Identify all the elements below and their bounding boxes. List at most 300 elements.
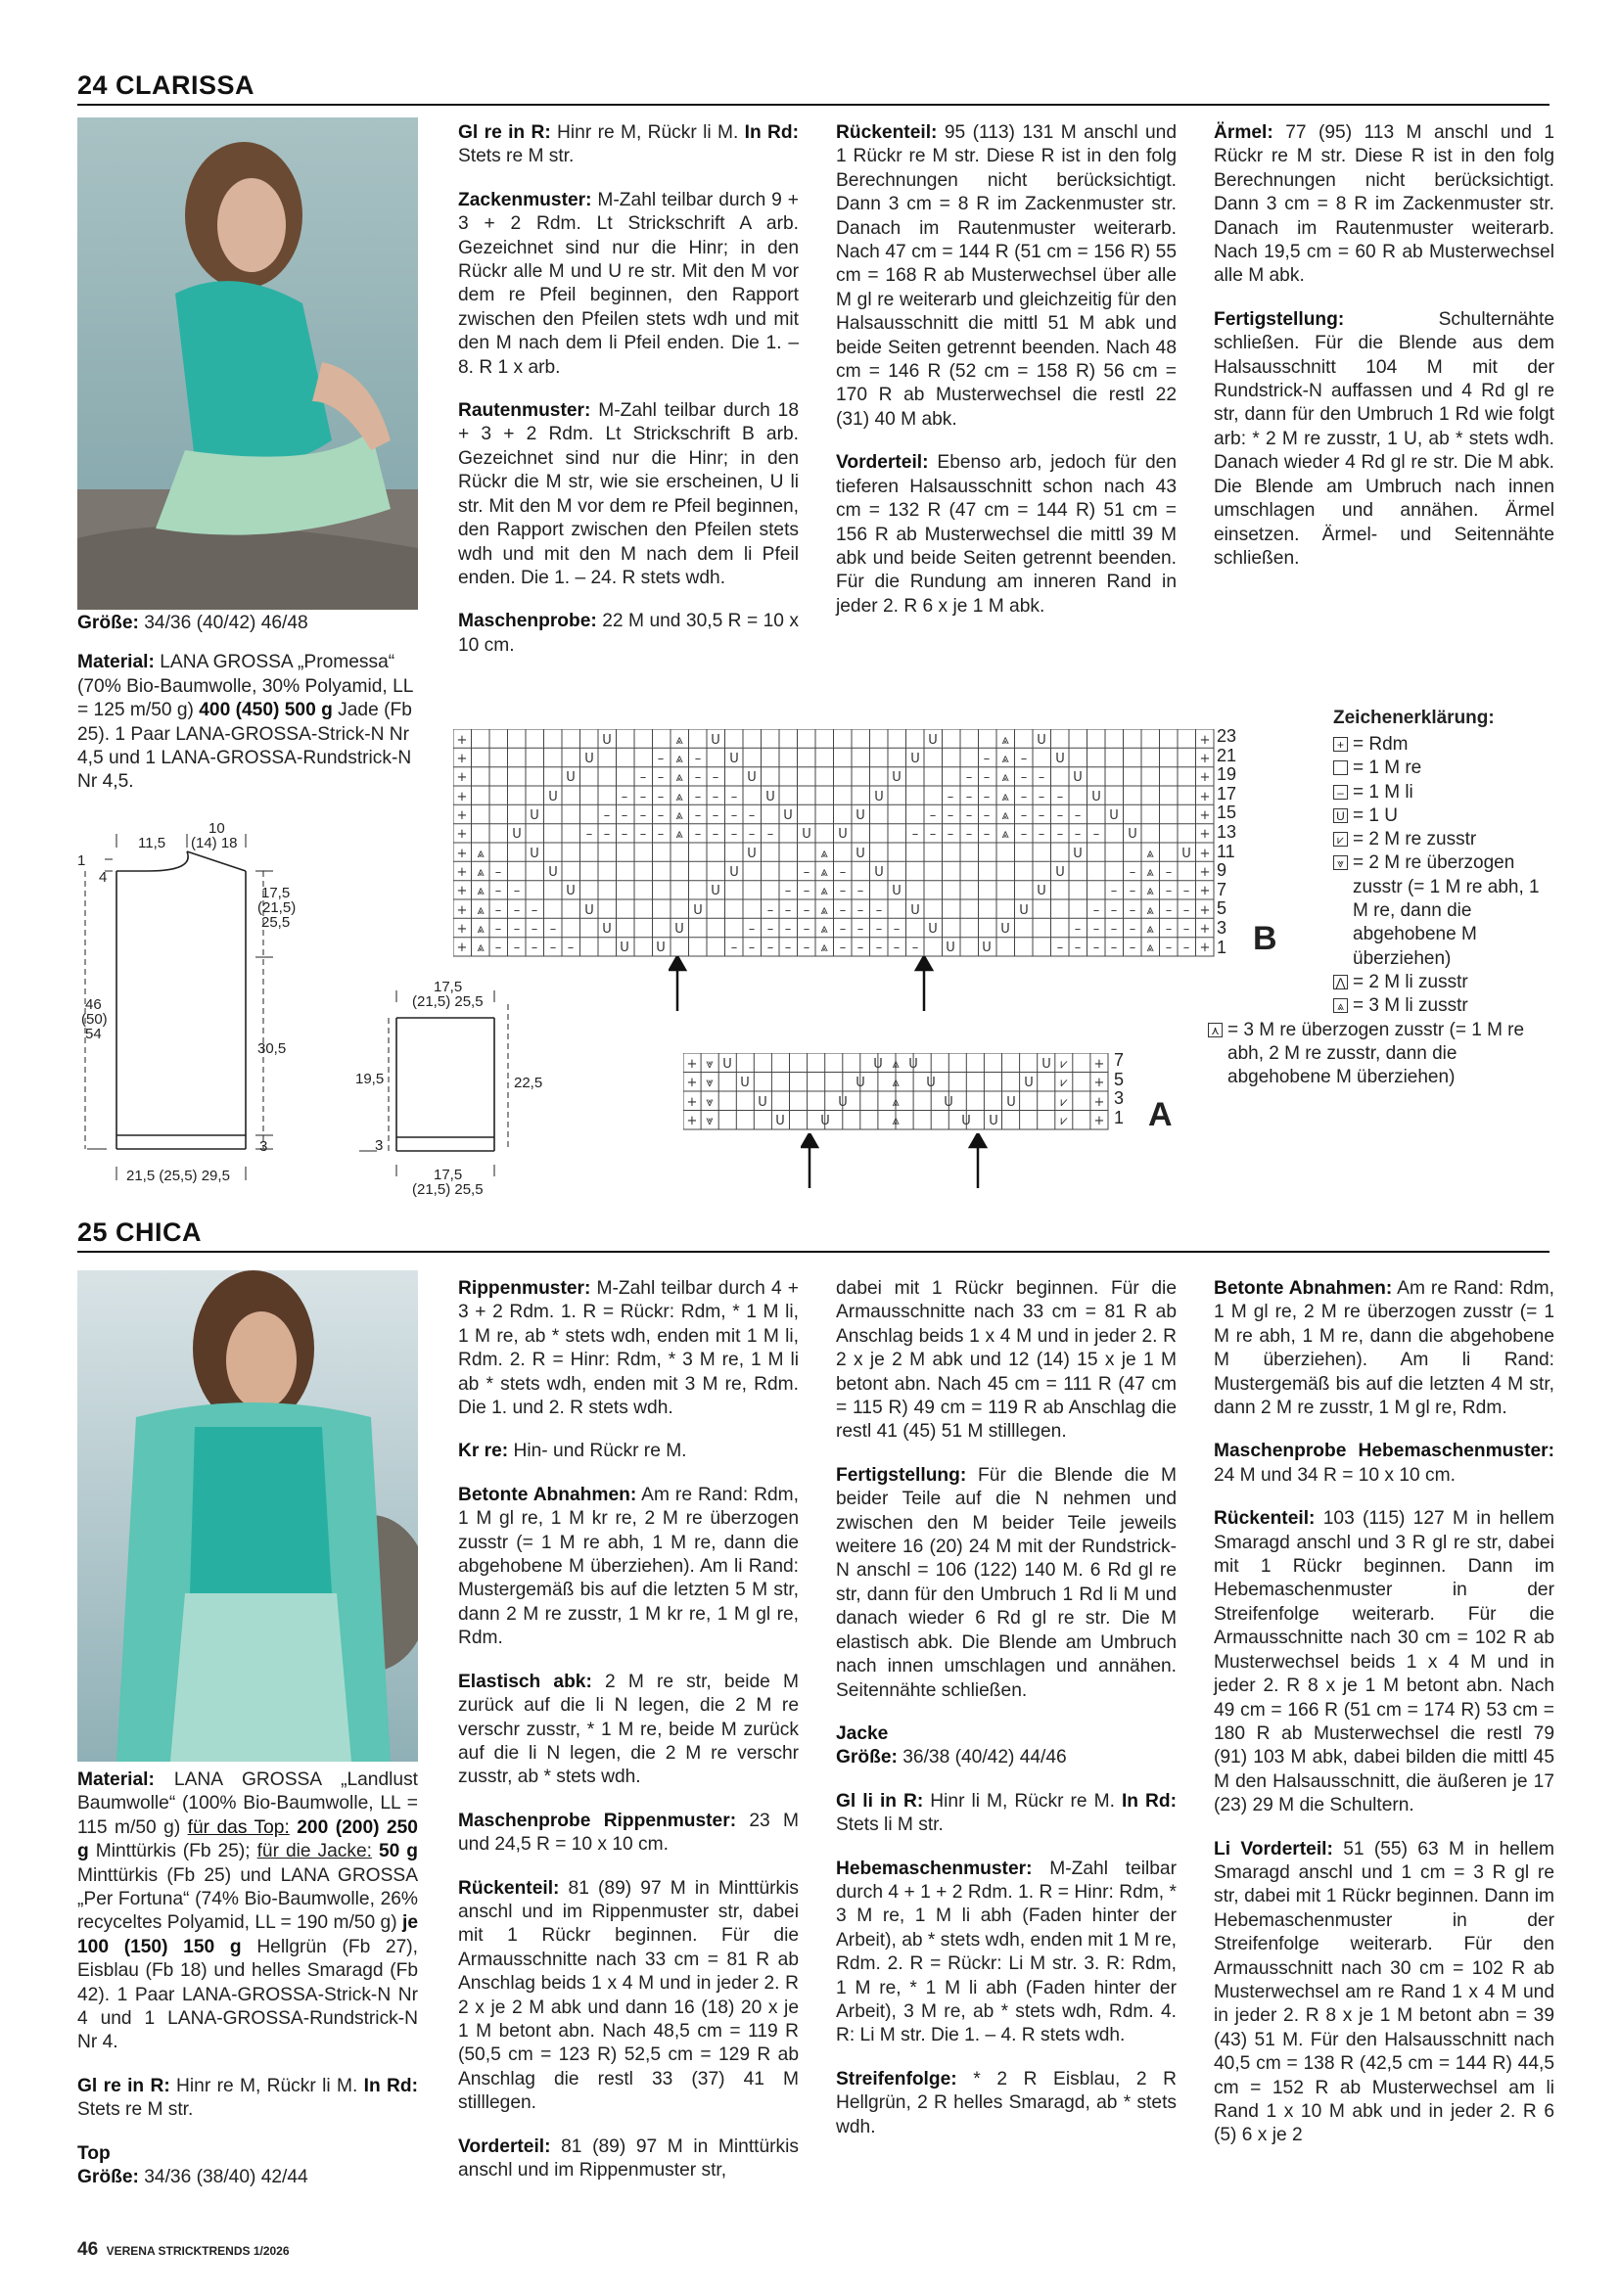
svg-text:–: – [1038,827,1045,842]
svg-text:–: – [694,752,702,766]
svg-text:U: U [747,847,757,861]
svg-text:–: – [803,922,810,937]
svg-text:+: + [1199,770,1211,785]
svg-text:⩓: ⩓ [892,1076,900,1090]
svg-text:⩗: ⩗ [1060,1114,1068,1128]
svg-text:⩓: ⩓ [820,903,828,918]
svg-text:–: – [1182,903,1190,918]
svg-text:–: – [1165,903,1173,918]
k2tog-icon: ⩗ [1333,832,1348,847]
svg-text:–: – [875,903,883,918]
svg-text:–: – [603,827,611,842]
svg-text:⩓: ⩓ [675,752,683,766]
p3tog-icon: ⩓ [1333,998,1348,1013]
svg-text:U: U [1024,1076,1034,1090]
svg-text:–: – [730,941,738,955]
svg-text:–: – [1038,770,1045,785]
hebe-label: Hebemaschenmuster: [836,1858,1033,1879]
svg-text:–: – [657,790,665,804]
svg-text:U: U [856,808,865,823]
svg-text:⩓: ⩓ [1001,733,1009,748]
legend-item [1333,733,1560,757]
svg-text:U: U [602,733,612,748]
svg-text:+: + [456,865,468,880]
row-17: 17 [1217,783,1237,804]
svg-text:⩓: ⩓ [820,884,828,898]
svg-text:–: – [893,922,901,937]
svg-text:–: – [1092,941,1100,955]
probe-hebe-text: 24 M und 34 R = 10 x 10 cm. [1214,1464,1456,1486]
svg-text:–: – [1165,922,1173,937]
row-5: 5 [1217,898,1227,919]
chica-material-label: Material: [77,1769,155,1790]
svg-text:⩗: ⩗ [1060,1076,1068,1090]
svg-text:⩓: ⩓ [477,884,485,898]
svg-text:⩓: ⩓ [1146,903,1154,918]
sleeve-dim-left: 19,5 [355,1071,385,1087]
svg-text:–: – [657,770,665,785]
svg-text:U: U [892,884,902,898]
svg-text:–: – [911,827,919,842]
svg-text:–: – [875,922,883,937]
svg-text:+: + [1199,847,1211,861]
svg-text:+: + [1199,752,1211,766]
svg-text:–: – [567,941,575,955]
clarissa-col2 [458,121,799,677]
svg-text:U: U [944,1095,953,1110]
svg-text:⩓: ⩓ [892,1095,900,1110]
svg-text:–: – [965,790,973,804]
svg-text:–: – [1182,941,1190,955]
chica-top-size-label: Größe: [77,2167,139,2188]
elastisch-label: Elastisch abk: [458,1671,592,1692]
row-a-3: 3 [1114,1088,1125,1109]
svg-text:⩔: ⩔ [706,1076,714,1090]
chica-top-rest: Minttürkis (Fb 25); [88,1841,257,1862]
svg-text:–: – [748,808,756,823]
aermel-text: 77 (95) 113 M anschl und 1 Rückr re M str. Diese R ist in den folg Berechnungen nicht berücksichtigt. Dann 3 cm = 8 R im Zackenmuster str. Danach im Rautenmuster weiterarb. Nach 19,5 cm = 60 R ab Musterwechsel alle M abk. [1214,122,1554,287]
svg-text:–: – [839,903,847,918]
chart-a-letter: A [1148,1096,1173,1133]
svg-text:–: – [839,922,847,937]
svg-text:U: U [584,752,594,766]
probe-rippen-label: Maschenprobe Rippenmuster: [458,1810,737,1831]
krre-text: Hin- und Rückr re M. [508,1441,687,1462]
chica-glre-text: Hinr re M, Rückr li M. [169,2075,364,2096]
svg-text:U: U [874,790,884,804]
krre-label: Kr re: [458,1441,509,1462]
legend-text: = 1 M re [1353,758,1422,779]
svg-text:–: – [784,922,792,937]
svg-text:–: – [494,865,502,880]
svg-text:–: – [1056,941,1064,955]
svg-text:⩓: ⩓ [477,941,485,955]
svg-text:⩓: ⩓ [820,922,828,937]
dim-armhole-1: 17,5 [261,885,291,901]
svg-text:U: U [530,808,539,823]
svg-text:–: – [839,884,847,898]
svg-text:–: – [657,808,665,823]
svg-text:–: – [513,922,521,937]
svg-text:+: + [456,808,468,823]
dim-shoulder-width: (14) 18 [191,835,238,851]
row-3: 3 [1217,917,1227,938]
svg-text:U: U [711,733,720,748]
svg-text:–: – [639,790,647,804]
ruecken-text: 95 (113) 131 M anschl und 1 Rückr re M str. Diese R ist in den folg Berechnungen nicht berücksichtigt. Dann 3 cm = 8 R im Zackenmuster str. Danach im Rautenmuster weiterarb. Nach 47 cm = 144 R (51 cm = 156 R) 55 cm = 168 R ab Musterwechsel über alle M gl re weiterarb und gleichzeitig für den Halsausschnitt die mittl 51 M abk und beide Seiten getrennt beenden. Nach 48 cm = 146 R (52 cm = 158 R) 56 cm = 170 R ab Musterwechsel die restl 22 (31) 40 M abk. [836,122,1177,430]
legend-text: = Rdm [1353,734,1409,755]
svg-text:–: – [694,808,702,823]
svg-text:+: + [1199,865,1211,880]
magazine-name: VERENA STRICKTRENDS 1/2026 [106,2244,290,2258]
svg-text:–: – [1110,884,1118,898]
chica-glre-label: Gl re in R: [77,2075,170,2096]
svg-text:U: U [530,847,539,861]
p2tog-icon: ⋀ [1333,975,1348,989]
svg-text:–: – [1110,941,1118,955]
svg-text:U: U [1006,1095,1016,1110]
svg-text:+: + [1199,941,1211,955]
svg-text:–: – [1056,808,1064,823]
betonte-label: Betonte Abnahmen: [458,1484,637,1505]
row-a-5: 5 [1114,1069,1125,1089]
svg-text:–: – [748,941,756,955]
rauten-label: Rautenmuster: [458,400,591,422]
svg-text:–: – [766,903,774,918]
svg-text:–: – [1182,922,1190,937]
svg-text:+: + [686,1114,698,1128]
svg-text:+: + [1093,1076,1105,1090]
material-rest: Jade (Fb 25). 1 Paar LANA-GROSSA-Strick-N Nr 4,5 und 1 LANA-GROSSA-Rundstrick-N Nr 4,5. [77,700,412,793]
svg-text:+: + [456,790,468,804]
svg-text:+: + [456,922,468,937]
svg-text:–: – [730,827,738,842]
svg-text:–: – [621,790,628,804]
svg-text:–: – [893,941,901,955]
chica-jacke-rest: Minttürkis (Fb 25) und LANA GROSSA „Per Fortuna“ (74% Bio-Baumwolle, 26% recyceltes Polyamid, LL = 190 m/50 g) [77,1864,418,1934]
legend [1208,708,1560,1089]
chica-top-amount: 200 (200) 250 g [77,1816,418,1862]
maschenprobe-label: Maschenprobe: [458,611,597,632]
svg-text:⩓: ⩓ [1001,827,1009,842]
jacke-betonte-text: Am re Rand: Rdm, 1 M gl re, 2 M re überzogen zusstr (= 1 M re abh, 1 M re, dann die abgehobene M überziehen). Am li Rand: Mustergemäß bis auf die letzten 4 M str, dann 2 M re zusstr, 1 M gl re, Rdm. [1214,1278,1554,1419]
sleeve-dim-bottom2: (21,5) 25,5 [412,1181,484,1198]
size-label: Größe: [77,613,139,633]
dim-neck-half: 11,5 [138,835,166,851]
svg-text:–: – [803,903,810,918]
svg-text:⩔: ⩔ [706,1095,714,1110]
page-number: 46 [77,2239,99,2260]
chica-jacke-rest2: Hellgrün (Fb 27), Eisblau (Fb 18) und helles Smaragd (Fb 42). 1 Paar LANA-GROSSA-Strick-N Nr 4 und 1 LANA-GROSSA-Rundstrick-N Nr 4. [77,1936,418,2053]
chart-b [453,726,1285,1013]
clarissa-col1 [77,612,418,814]
zacken-text: M-Zahl teilbar durch 9 + 3 + 2 Rdm. Lt Strickschrift A arb. Gezeichnet sind nur die Hinr; in den Rückr alle M und U re str. Mit den M vor dem re Pfeil beginnen, den Rapport zwischen den Pfeilen stets wdh und mit den M nach dem li Pfeil enden. Die 1. – 8. R 1 x arb. [458,189,799,378]
svg-text:–: – [748,827,756,842]
svg-text:–: – [1165,865,1173,880]
sleeve-dim-right: 22,5 [514,1075,543,1091]
svg-text:U: U [908,1057,918,1072]
size-value: 34/36 (40/42) 46/48 [138,613,308,633]
glre-label: Gl re in R: [458,122,551,143]
section2-rule [77,1251,1550,1253]
svg-text:U: U [584,903,594,918]
svg-text:–: – [748,922,756,937]
dim-hem: 3 [259,1138,268,1155]
vorder-text: Ebenso arb, jedoch für den tieferen Halsausschnitt schon nach 43 cm = 132 R (47 cm = 144 R) 51 cm = 156 R ab Musterwechsel die mittl 39 M abk und beide Seiten getrennt beenden. Für die Rundung am inneren Rand in jeder 2. R 6 x je 1 M abk. [836,452,1177,617]
sleeve-dim-top1: 17,5 [434,979,463,995]
svg-text:U: U [838,1095,848,1110]
svg-text:+: + [456,941,468,955]
purl-icon: – [1333,785,1348,800]
svg-text:–: – [803,941,810,955]
svg-text:–: – [983,827,991,842]
svg-text:–: – [784,903,792,918]
legend-title: Zeichenerklärung: [1333,708,1495,728]
maschenprobe-text: 22 M und 30,5 R = 10 x 10 cm. [458,611,799,656]
chica-top-heading: Top [77,2142,111,2164]
svg-text:U: U [758,1095,767,1110]
svg-text:⩔: ⩔ [706,1057,714,1072]
legend-text: = 3 M re überzogen zusstr (= 1 M re abh, 2 M re zusstr, dann die abgehobene M überziehen) [1227,1019,1525,1088]
svg-text:U: U [892,770,902,785]
svg-text:–: – [639,808,647,823]
svg-text:–: – [839,941,847,955]
svg-text:U: U [711,884,720,898]
svg-text:–: – [531,903,538,918]
legend-text: = 2 M re überzogen zusstr (= 1 M re abh, 1 M re, dann die abgehobene M überziehen) [1353,852,1540,969]
svg-text:U: U [566,884,576,898]
svg-text:U: U [765,790,775,804]
svg-text:–: – [1129,922,1136,937]
legend-text: = 2 M re zusstr [1353,829,1477,850]
svg-text:–: – [1074,922,1082,937]
svg-text:–: – [1129,865,1136,880]
vorder-label: Vorderteil: [836,452,929,474]
glli-label2: In Rd: [1121,1790,1177,1812]
svg-text:–: – [947,808,954,823]
rdm-icon: + [1333,737,1348,752]
svg-text:–: – [494,903,502,918]
svg-text:–: – [712,770,719,785]
svg-text:U: U [1073,770,1083,785]
svg-text:U: U [856,1076,865,1090]
dim-armhole-3: 25,5 [261,914,291,931]
svg-text:U: U [856,847,865,861]
svg-text:–: – [965,808,973,823]
svg-text:–: – [1074,941,1082,955]
svg-text:–: – [875,941,883,955]
svg-text:–: – [494,941,502,955]
svg-text:+: + [456,827,468,842]
dim-length-1: 46 [85,996,102,1013]
chica-top-label: für das Top: [187,1816,290,1838]
chart-b-letter: B [1253,920,1277,957]
aermel-label: Ärmel: [1214,122,1273,143]
svg-text:–: – [911,941,919,955]
svg-text:–: – [694,790,702,804]
svg-text:U: U [783,808,793,823]
svg-text:U: U [1041,1057,1051,1072]
svg-text:U: U [1019,903,1029,918]
svg-text:⩓: ⩓ [675,808,683,823]
jacke-ruecken-label: Rückenteil: [1214,1508,1316,1530]
streifen-label: Streifenfolge: [836,2068,957,2089]
svg-text:U: U [961,1114,971,1128]
fertig-label: Fertigstellung: [1214,308,1345,330]
svg-text:–: – [513,884,521,898]
svg-text:–: – [803,884,810,898]
row-9: 9 [1217,860,1227,881]
svg-text:–: – [639,827,647,842]
dim-side: 30,5 [257,1040,287,1057]
svg-text:⩗: ⩗ [1060,1057,1068,1072]
sleeve-dim-bottom1: 17,5 [434,1167,463,1183]
row-a-7: 7 [1114,1050,1125,1070]
svg-text:–: – [1020,790,1028,804]
svg-text:U: U [802,827,811,842]
svg-text:U: U [946,941,955,955]
section1-title: 24 CLARISSA [77,70,255,100]
svg-text:U: U [548,790,558,804]
svg-text:–: – [621,808,628,823]
svg-text:U: U [1109,808,1119,823]
row-23: 23 [1217,726,1237,746]
svg-text:–: – [1038,790,1045,804]
svg-text:⩓: ⩓ [477,922,485,937]
svg-text:–: – [639,770,647,785]
glre-text: Hinr re M, Rückr li M. [550,122,745,143]
svg-text:–: – [513,903,521,918]
svg-text:–: – [766,827,774,842]
svg-text:+: + [1199,808,1211,823]
svg-text:U: U [729,865,739,880]
glli-text2: Stets li M str. [836,1814,944,1836]
svg-text:–: – [1020,808,1028,823]
svg-text:–: – [621,827,628,842]
chica-col3 [836,1277,1177,2159]
svg-text:–: – [730,808,738,823]
dim-width: 21,5 (25,5) 29,5 [126,1168,230,1184]
svg-text:U: U [910,903,920,918]
svg-text:–: – [531,922,538,937]
row-13: 13 [1217,821,1237,842]
material-text: LANA GROSSA „Promessa“ (70% Bio-Baumwolle, 30% Polyamid, LL = 125 m/50 g) [77,652,413,721]
top-vorder-cont: dabei mit 1 Rückr beginnen. Für die Armausschnitte nach 33 cm = 81 R ab Anschlag beids 1 x 4 M und in jeder 2. R 2 x je 2 M abk und 12 (14) 15 x je 1 M betont abn. Nach 45 cm = 111 R (47 cm = 115 R) 49 cm = 119 R ab Anschlag die restl 41 (45) 51 M stilllegen. [836,1278,1177,1443]
rauten-text: M-Zahl teilbar durch 18 + 3 + 2 Rdm. Lt Strickschrift B arb. Gezeichnet sind nur die Hinr; in den Rückr die M str, wie sie erscheinen, U li str. Mit den M vor dem re Pfeil beginnen, den Rapport zwischen den Pfeilen stets wdh und mit den M nach dem li Pfeil enden. Die 1. – 24. R stets wdh. [458,400,799,588]
clarissa-photo [77,117,418,610]
svg-text:U: U [926,1076,936,1090]
svg-text:U: U [838,827,848,842]
chica-col2 [458,1277,799,2202]
glre-label2: In Rd: [744,122,799,143]
sk2p-icon: ⋏ [1208,1023,1223,1037]
svg-text:U: U [1073,847,1083,861]
svg-text:–: – [1092,903,1100,918]
svg-text:–: – [549,922,557,937]
chica-photo [77,1270,418,1762]
svg-text:⩓: ⩓ [675,790,683,804]
svg-text:+: + [456,903,468,918]
svg-text:⩓: ⩓ [675,733,683,748]
chart-a-arrows [801,1133,1094,1192]
svg-text:–: – [531,941,538,955]
svg-text:–: – [965,770,973,785]
svg-text:⩗: ⩗ [1060,1095,1068,1110]
svg-text:+: + [1093,1057,1105,1072]
svg-text:–: – [1182,884,1190,898]
svg-text:U: U [674,922,684,937]
svg-text:+: + [1199,922,1211,937]
jacke-betonte-label: Betonte Abnahmen: [1214,1278,1393,1299]
top-vorder-text: 81 (89) 97 M in Minttürkis anschl und im Rippenmuster str, [458,2135,799,2181]
svg-text:U: U [620,941,629,955]
svg-text:–: – [983,808,991,823]
li-vorder-text: 51 (55) 63 M in hellem Smaragd anschl und 1 cm = 3 R gl re str, dabei mit 1 Rückr beginnen. Dann im Hebemaschenmuster in der Streifenfolge weiterarb. Für den Armausschnitt nach 30 cm = 102 R ab Musterwechsel am re Rand 1 x 4 M und in jeder 2. R 8 x je 1 M betont abn = 39 (43) 51 M. Für den Halsausschnitt nach 40,5 cm = 138 R (42,5 cm = 144 R) 44,5 cm = 152 R ab Musterwechsel am li Rand 1 x 10 M abk und in jeder 2. R 6 (5) 6 x je 2 [1214,1838,1555,2146]
svg-text:–: – [947,790,954,804]
svg-text:⩓: ⩓ [477,865,485,880]
svg-text:⩓: ⩓ [1146,884,1154,898]
svg-text:U: U [512,827,522,842]
svg-text:U: U [566,770,576,785]
legend-text: = 1 U [1353,804,1398,826]
legend-item [1333,851,1560,970]
svg-text:+: + [1199,790,1211,804]
svg-text:⩓: ⩓ [675,827,683,842]
svg-text:+: + [456,752,468,766]
svg-text:⩓: ⩓ [892,1057,900,1072]
sleeve-dim-hem: 3 [375,1137,384,1154]
svg-text:U: U [989,1114,998,1128]
svg-text:U: U [693,903,703,918]
svg-text:⩓: ⩓ [1001,770,1009,785]
svg-text:–: – [784,941,792,955]
svg-text:+: + [1093,1114,1105,1128]
svg-text:–: – [549,941,557,955]
hebe-text: M-Zahl teilbar durch 4 + 1 + 2 Rdm. 1. R = Hinr: Rdm, * 3 M re, 1 M li abh (Faden hinter der Arbeit), ab * stets wdh, enden mit 1 M re, Rdm. 2. R = Rückr: Li M str. 3. R: Rdm, 1 M re, * 1 M li abh (Faden hinter der Arbeit), 3 M re, ab * stets wdh, Rdm. 4. R: Li M str. Die 1. – 4. R stets wdh. [836,1858,1177,2046]
legend-text: = 1 M li [1353,781,1413,803]
svg-text:+: + [1093,1095,1105,1110]
row-a-1: 1 [1114,1107,1125,1127]
dim-neck-width: 10 [208,820,225,837]
svg-text:–: – [929,827,937,842]
svg-text:–: – [712,790,719,804]
svg-text:U: U [1055,752,1065,766]
svg-text:+: + [1199,884,1211,898]
svg-text:U: U [928,733,938,748]
svg-text:U: U [729,752,739,766]
legend-item [1208,1019,1560,1090]
streifen-text: * 2 R Eisblau, 2 R Hellgrün, 2 R helles Smaragd, ab * stets wdh. [836,2068,1177,2137]
clarissa-col3 [836,121,1177,638]
jacke-size-label: Größe: [836,1747,898,1768]
legend-item [1333,781,1560,804]
glli-label: Gl li in R: [836,1790,924,1812]
svg-text:–: – [730,790,738,804]
svg-text:–: – [603,808,611,823]
material-amount: 400 (450) 500 g [199,700,333,721]
svg-text:⩓: ⩓ [1146,922,1154,937]
page-footer [77,2239,290,2261]
svg-text:+: + [686,1057,698,1072]
dim-4: 4 [99,869,108,886]
svg-text:⩓: ⩓ [1146,847,1154,861]
top-fertig-label: Fertigstellung: [836,1464,967,1486]
section2-title: 25 CHICA [77,1217,203,1247]
svg-text:–: – [494,922,502,937]
top-fertig-text: Für die Blende die M beider Teile auf die N nehmen und zwischen den M beider Teile jeweils weitere 16 (20) 24 M mit der Rundstrick-N anschl = 106 (122) 140 M. 6 Rd gl re str, dann für den Umbruch 1 Rd li M und danach wieder 6 Rd gl re str. Die M elastisch abk. Die Blende am Umbruch nach innen umschlagen und annähen. Seitennähte schließen. [836,1464,1177,1701]
svg-text:+: + [686,1076,698,1090]
svg-text:⩓: ⩓ [820,941,828,955]
